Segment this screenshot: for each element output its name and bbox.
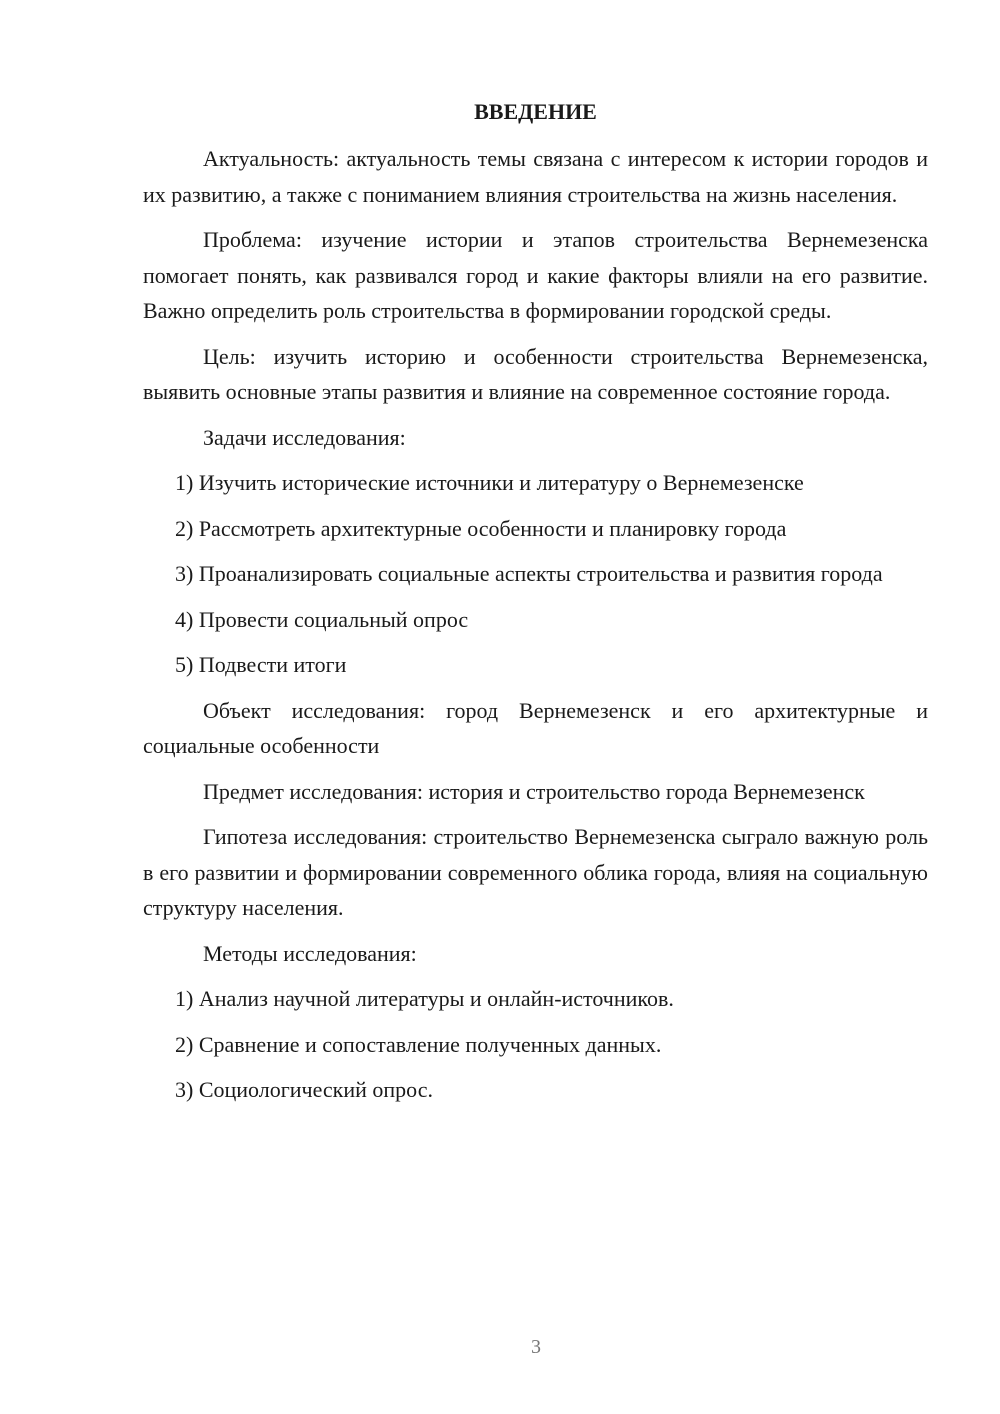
page-heading: ВВЕДЕНИЕ — [474, 99, 597, 124]
methods-title: Методы исследования: — [203, 940, 417, 966]
task-item: 1) Изучить исторические источники и литературу о Вернемезенске — [175, 470, 804, 495]
problem-paragraph: Проблема: изучение истории и этапов строительства Вернемезенска помогает понять, как развивался город и какие факторы влияли на его развитие. Важно определить роль строительства в формировании городской среды. — [143, 227, 928, 323]
method-item: 3) Социологический опрос. — [175, 1077, 433, 1102]
task-item: 5) Подвести итоги — [175, 652, 347, 677]
tasks-title: Задачи исследования: — [203, 424, 406, 450]
method-item: 1) Анализ научной литературы и онлайн-источников. — [175, 986, 674, 1011]
page-number: 3 — [531, 1336, 541, 1358]
task-item: 3) Проанализировать социальные аспекты строительства и развития города — [175, 561, 883, 586]
method-item: 2) Сравнение и сопоставление полученных данных. — [175, 1031, 662, 1057]
hypothesis-paragraph: Гипотеза исследования: строительство Вернемезенска сыграло важную роль в его развитии и формировании современного облика города, влияя на социальную структуру населения. — [143, 824, 928, 920]
task-item: 4) Провести социальный опрос — [175, 606, 469, 632]
task-item: 2) Рассмотреть архитектурные особенности и планировку города — [175, 515, 787, 541]
relevance-paragraph: Актуальность: актуальность темы связана с интересом к истории городов и их развитию, а также с пониманием влияния строительства на жизнь населения. — [143, 146, 928, 207]
subject-paragraph: Предмет исследования: история и строительство города Вернемезенск — [203, 778, 865, 804]
document-body — [143, 141, 928, 1118]
goal-paragraph: Цель: изучить историю и особенности строительства Вернемезенска, выявить основные этапы развития и влияние на современное состояние города. — [143, 343, 928, 404]
object-paragraph: Объект исследования: город Вернемезенск и его архитектурные и социальные особенности — [143, 697, 928, 758]
